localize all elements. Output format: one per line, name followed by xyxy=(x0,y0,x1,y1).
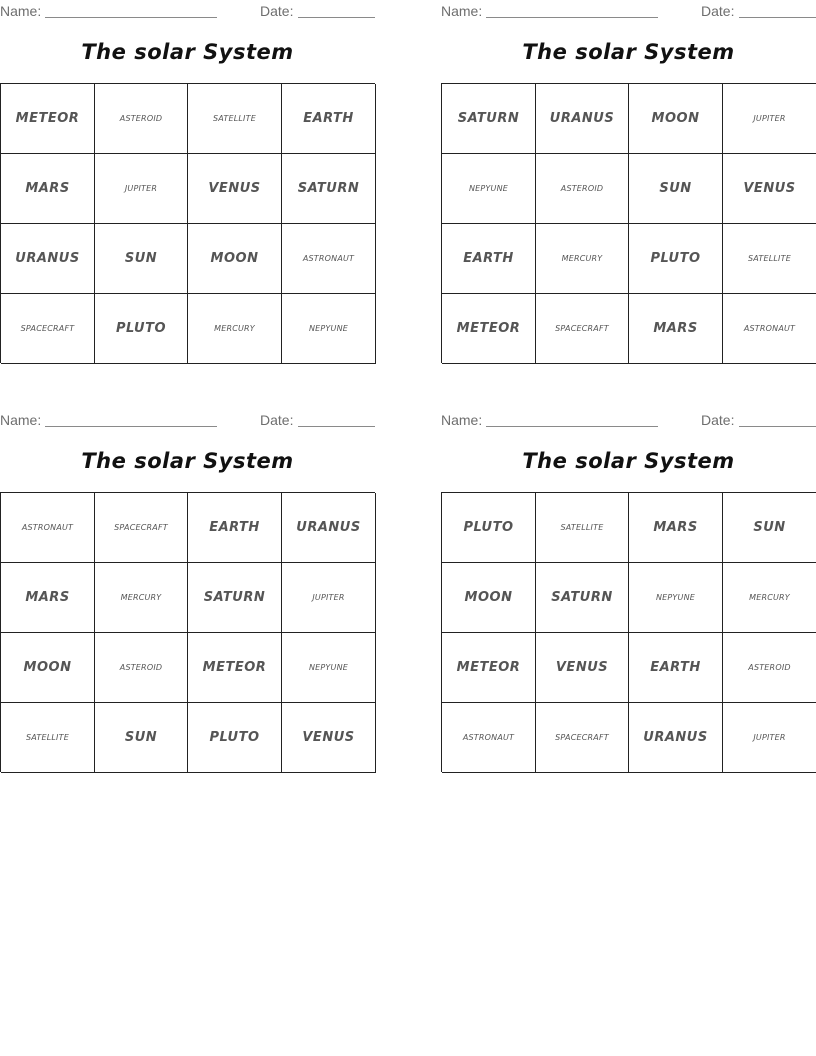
bingo-cell: MERCURY xyxy=(95,563,188,633)
bingo-cell: JUPITER xyxy=(95,154,188,224)
bingo-cell: NEPYUNE xyxy=(442,154,536,224)
name-date-row xyxy=(441,409,816,431)
bingo-cell: MOON xyxy=(629,84,723,154)
bingo-cell: SPACECRAFT xyxy=(1,294,95,364)
bingo-cell: MOON xyxy=(188,224,282,294)
bingo-cell: VENUS xyxy=(188,154,282,224)
bingo-cell: EARTH xyxy=(442,224,536,294)
bingo-cell: SATELLITE xyxy=(1,703,95,773)
card-title: The solar System xyxy=(81,40,294,64)
bingo-cell: METEOR xyxy=(1,84,95,154)
card-title: The solar System xyxy=(522,40,735,64)
bingo-cell: ASTRONAUT xyxy=(1,493,95,563)
name-date-row xyxy=(441,0,816,22)
bingo-cell: JUPITER xyxy=(282,563,376,633)
date-line xyxy=(739,17,816,18)
date-line xyxy=(298,426,375,427)
bingo-grid xyxy=(441,83,816,363)
bingo-cell: URANUS xyxy=(1,224,95,294)
bingo-cell: PLUTO xyxy=(188,703,282,773)
bingo-card xyxy=(0,409,375,745)
bingo-cell: PLUTO xyxy=(95,294,188,364)
bingo-cell: MARS xyxy=(1,563,95,633)
bingo-cell: PLUTO xyxy=(442,493,536,563)
date-line xyxy=(298,17,375,18)
name-line xyxy=(45,426,217,427)
bingo-grid xyxy=(441,492,816,772)
bingo-cell: NEPYUNE xyxy=(282,633,376,703)
bingo-cell: ASTEROID xyxy=(95,84,188,154)
bingo-cell: URANUS xyxy=(629,703,723,773)
bingo-cell: MARS xyxy=(1,154,95,224)
bingo-cell: SATURN xyxy=(282,154,376,224)
bingo-cell: METEOR xyxy=(442,633,536,703)
bingo-cell: MERCURY xyxy=(723,563,816,633)
date-line xyxy=(739,426,816,427)
bingo-cell: SPACECRAFT xyxy=(536,703,629,773)
bingo-cell: SATELLITE xyxy=(188,84,282,154)
date-label: Date: xyxy=(260,3,294,19)
name-date-row xyxy=(0,0,375,22)
name-line xyxy=(486,17,658,18)
bingo-cell: JUPITER xyxy=(723,703,816,773)
bingo-cell: SUN xyxy=(723,493,816,563)
bingo-cell: SPACECRAFT xyxy=(536,294,629,364)
bingo-cell: MOON xyxy=(442,563,536,633)
name-label: Name: xyxy=(0,3,42,19)
bingo-cell: URANUS xyxy=(282,493,376,563)
name-label: Name: xyxy=(441,412,483,428)
bingo-cell: MERCURY xyxy=(536,224,629,294)
name-label: Name: xyxy=(441,3,483,19)
bingo-cell: NEPYUNE xyxy=(629,563,723,633)
bingo-cell: METEOR xyxy=(442,294,536,364)
bingo-cell: VENUS xyxy=(536,633,629,703)
bingo-cell: SATURN xyxy=(442,84,536,154)
name-line xyxy=(45,17,217,18)
card-title: The solar System xyxy=(81,449,294,473)
bingo-cell: SATELLITE xyxy=(536,493,629,563)
name-label: Name: xyxy=(0,412,42,428)
card-title: The solar System xyxy=(522,449,735,473)
bingo-cell: NEPYUNE xyxy=(282,294,376,364)
bingo-cell: SPACECRAFT xyxy=(95,493,188,563)
date-label: Date: xyxy=(701,3,735,19)
bingo-cell: PLUTO xyxy=(629,224,723,294)
bingo-cell: ASTEROID xyxy=(723,633,816,703)
date-label: Date: xyxy=(701,412,735,428)
bingo-cell: JUPITER xyxy=(723,84,816,154)
bingo-cell: URANUS xyxy=(536,84,629,154)
bingo-cell: MOON xyxy=(1,633,95,703)
name-date-row xyxy=(0,409,375,431)
bingo-cell: VENUS xyxy=(723,154,816,224)
bingo-cell: MERCURY xyxy=(188,294,282,364)
bingo-card xyxy=(441,0,816,336)
bingo-card xyxy=(441,409,816,745)
bingo-cell: ASTEROID xyxy=(536,154,629,224)
bingo-cell: ASTEROID xyxy=(95,633,188,703)
bingo-cell: SUN xyxy=(95,703,188,773)
bingo-cell: METEOR xyxy=(188,633,282,703)
bingo-grid xyxy=(0,492,375,772)
bingo-cell: EARTH xyxy=(282,84,376,154)
bingo-cell: SUN xyxy=(95,224,188,294)
bingo-cell: ASTRONAUT xyxy=(442,703,536,773)
bingo-cell: MARS xyxy=(629,493,723,563)
bingo-cell: SATELLITE xyxy=(723,224,816,294)
bingo-grid xyxy=(0,83,375,363)
bingo-cell: EARTH xyxy=(629,633,723,703)
date-label: Date: xyxy=(260,412,294,428)
bingo-cell: ASTRONAUT xyxy=(723,294,816,364)
bingo-cell: SUN xyxy=(629,154,723,224)
name-line xyxy=(486,426,658,427)
bingo-cell: ASTRONAUT xyxy=(282,224,376,294)
bingo-cell: SATURN xyxy=(188,563,282,633)
bingo-cell: MARS xyxy=(629,294,723,364)
bingo-card xyxy=(0,0,375,336)
bingo-cell: SATURN xyxy=(536,563,629,633)
bingo-cell: VENUS xyxy=(282,703,376,773)
bingo-cell: EARTH xyxy=(188,493,282,563)
